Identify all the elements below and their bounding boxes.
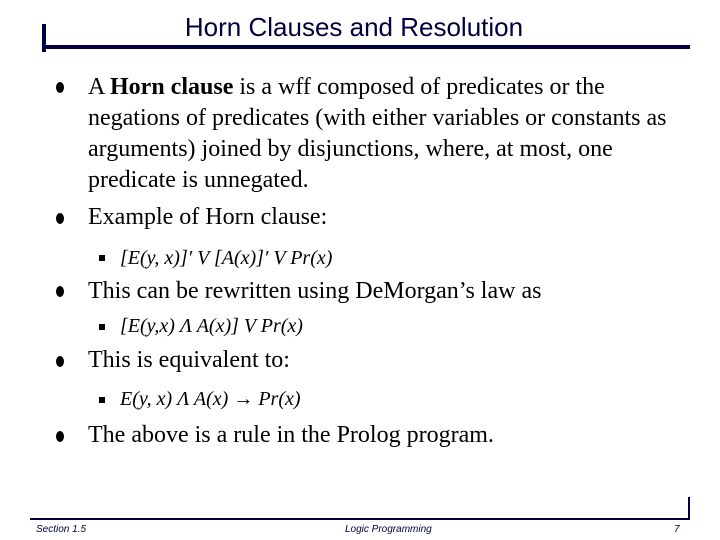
sub-bullet-3: [120, 386, 301, 412]
bullet-2: Example of Horn clause:: [88, 204, 328, 230]
bullet-dot: [56, 82, 64, 93]
slide-title: Horn Clauses and Resolution: [184, 12, 524, 42]
title-rule: [42, 45, 690, 49]
bullet-dot: [56, 356, 64, 367]
bullet-1: [88, 72, 700, 196]
footer-section: Section 1.5: [36, 524, 87, 535]
sub-bullet-square: [99, 255, 105, 261]
implication-formula: E(y, x) Λ A(x) → Pr(x): [120, 388, 301, 410]
bullet-4: This is equivalent to:: [88, 347, 290, 373]
sub-bullet-1: [120, 245, 332, 271]
horn-clause-formula: [E(y, x)]′ V [A(x)]′ V Pr(x): [120, 247, 333, 269]
sub-bullet-square: [99, 324, 105, 330]
bullet-1-rest: is a wff composed of predicates or the negations of predicates (with either variables or constants as arguments) joined by disjunctions, where, at most, one predicate is unnegated.: [88, 74, 667, 193]
demorgan-formula: [E(y,x) Λ A(x)] V Pr(x): [120, 315, 303, 337]
bullet-dot: [56, 286, 64, 297]
sub-bullet-2: [120, 313, 303, 339]
footer-course: Logic Programming: [345, 524, 432, 535]
bullet-1-prefix: A: [88, 74, 111, 100]
footer-rule: [30, 518, 690, 520]
sub-bullet-square: [99, 397, 105, 403]
footer-rule-vertical: [688, 497, 690, 520]
footer-page-number: 7: [674, 524, 680, 535]
bullet-3: This can be rewritten using DeMorgan’s law as: [88, 278, 542, 304]
bullet-5: The above is a rule in the Prolog program.: [88, 422, 494, 448]
bullet-1-term: Horn clause: [110, 74, 234, 100]
bullet-dot: [56, 431, 64, 442]
bullet-dot: [56, 213, 64, 224]
